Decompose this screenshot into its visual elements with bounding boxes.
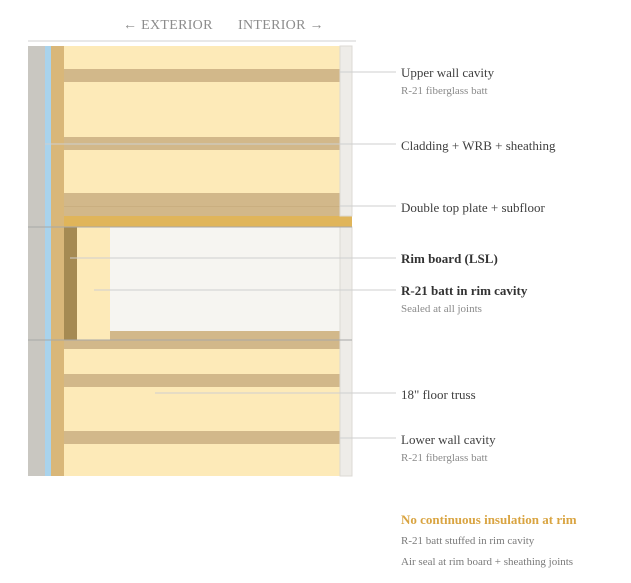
wrb-layer <box>45 46 51 476</box>
top-plate-2 <box>64 207 340 216</box>
note-line-2: Air seal at rim board + sheathing joints <box>401 556 574 568</box>
label-top-plate-title: Double top plate + subfloor <box>401 200 545 215</box>
label-upper-wall-title: Upper wall cavity <box>401 65 495 80</box>
subfloor <box>64 216 352 227</box>
label-floor-truss-title: 18" floor truss <box>401 387 476 402</box>
label-floor-truss <box>401 387 476 403</box>
lower-stud-2 <box>64 431 340 444</box>
label-lower-wall <box>401 432 496 466</box>
rim-board <box>64 227 77 340</box>
lower-plate <box>64 340 340 349</box>
lower-wall-insulation <box>64 340 340 476</box>
note-line-1: R-21 batt stuffed in rim cavity <box>401 535 535 547</box>
label-lower-wall-title: Lower wall cavity <box>401 432 496 447</box>
label-top-plate <box>401 200 545 216</box>
interior-direction-label: INTERIOR → <box>238 18 324 33</box>
label-rim-batt-sub: Sealed at all joints <box>401 303 482 315</box>
label-upper-wall-sub: R-21 fiberglass batt <box>401 85 488 97</box>
label-rim-batt <box>401 283 527 317</box>
label-rim-batt-title: R-21 batt in rim cavity <box>401 283 528 298</box>
note-title: No continuous insulation at rim <box>401 512 577 527</box>
cladding-layer <box>28 46 45 476</box>
label-cladding-title: Cladding + WRB + sheathing <box>401 138 556 153</box>
label-rim-board <box>401 251 498 267</box>
drywall-lower <box>340 227 352 476</box>
upper-stud-1 <box>64 69 340 82</box>
top-plate-1 <box>64 193 340 207</box>
rim-insulation-note <box>401 512 577 570</box>
rim-batt <box>77 227 110 340</box>
lower-stud-1 <box>64 374 340 387</box>
label-upper-wall <box>401 65 494 99</box>
label-rim-board-title: Rim board (LSL) <box>401 251 498 266</box>
sheathing-layer <box>51 46 64 476</box>
upper-wall-insulation <box>64 46 340 193</box>
label-lower-wall-sub: R-21 fiberglass batt <box>401 452 488 464</box>
label-cladding <box>401 138 556 154</box>
exterior-direction-label: ← EXTERIOR <box>123 18 213 33</box>
rim-bottom-plate <box>110 331 340 340</box>
